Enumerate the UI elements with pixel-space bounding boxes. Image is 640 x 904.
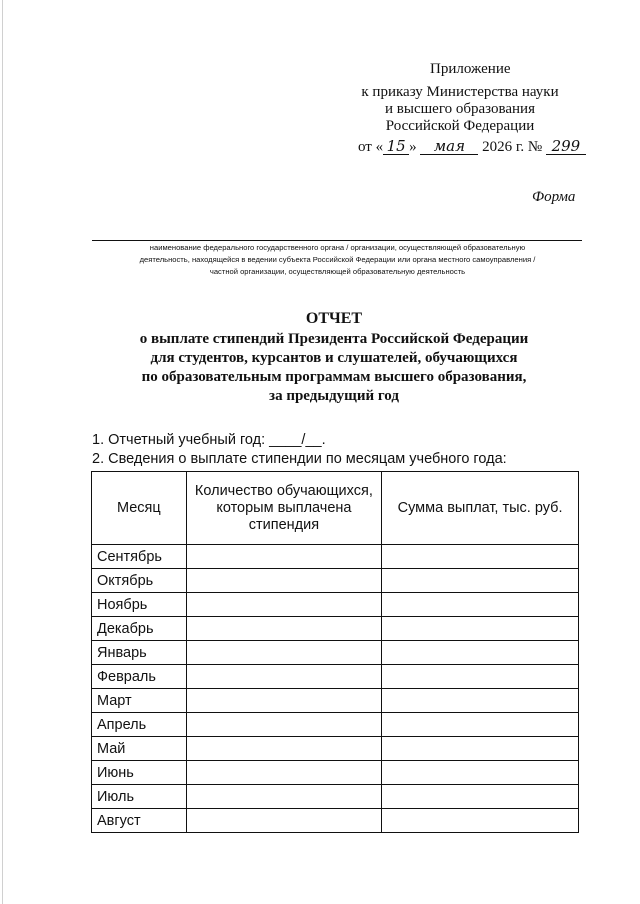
header-month: Месяц xyxy=(92,472,187,545)
org-name-caption xyxy=(95,242,580,278)
header-payment-sum: Сумма выплат, тыс. руб. xyxy=(382,472,579,545)
order-mid: » xyxy=(409,139,417,155)
org-caption-line: наименование федерального государственного органа / организации, осуществляющей образовательную xyxy=(149,243,526,252)
org-caption-line: частной организации, осуществляющей образовательную деятельность xyxy=(209,267,466,276)
report-subtitle-line: по образовательным программам высшего образования, xyxy=(141,369,527,385)
month-cell: Декабрь xyxy=(92,617,187,641)
order-day-handwritten: 15 xyxy=(383,138,409,155)
appendix-reference xyxy=(340,84,580,135)
table-header-row xyxy=(92,472,579,545)
table-row xyxy=(92,569,579,593)
sum-cell[interactable] xyxy=(382,545,579,569)
appendix-title: Приложение xyxy=(430,61,511,77)
month-cell: Февраль xyxy=(92,665,187,689)
table-row xyxy=(92,713,579,737)
table-row xyxy=(92,689,579,713)
count-cell[interactable] xyxy=(186,617,382,641)
payments-table xyxy=(91,471,579,833)
appendix-line: и высшего образования xyxy=(385,101,535,117)
report-subtitle-line: для студентов, курсантов и слушателей, обучающихся xyxy=(150,350,518,366)
count-cell[interactable] xyxy=(186,593,382,617)
sum-cell[interactable] xyxy=(382,737,579,761)
table-row xyxy=(92,593,579,617)
item-academic-year: 1. Отчетный учебный год: ____/__. xyxy=(92,432,326,448)
order-date-line xyxy=(358,138,586,156)
count-cell[interactable] xyxy=(186,785,382,809)
table-row xyxy=(92,737,579,761)
sum-cell[interactable] xyxy=(382,713,579,737)
table-row xyxy=(92,785,579,809)
header-count-line: которым выплачена xyxy=(216,499,352,516)
header-count-line: стипендия xyxy=(248,516,320,533)
table-row xyxy=(92,545,579,569)
month-cell: Сентябрь xyxy=(92,545,187,569)
table-row xyxy=(92,617,579,641)
count-cell[interactable] xyxy=(186,713,382,737)
count-cell[interactable] xyxy=(186,737,382,761)
order-number-handwritten: 299 xyxy=(546,138,586,155)
report-heading xyxy=(80,309,588,406)
header-student-count xyxy=(186,472,382,545)
sum-cell[interactable] xyxy=(382,785,579,809)
appendix-line: к приказу Министерства науки xyxy=(361,84,559,100)
header-count-line: Количество обучающихся, xyxy=(194,482,373,499)
report-subtitle-line: за предыдущий год xyxy=(269,388,399,404)
count-cell[interactable] xyxy=(186,665,382,689)
order-prefix: от « xyxy=(358,139,384,155)
month-cell: Март xyxy=(92,689,187,713)
sum-cell[interactable] xyxy=(382,641,579,665)
table-row xyxy=(92,665,579,689)
count-cell[interactable] xyxy=(186,545,382,569)
org-caption-line: деятельность, находящейся в ведении субъекта Российской Федерации или органа местного самоуправления / xyxy=(139,255,536,264)
count-cell[interactable] xyxy=(186,689,382,713)
org-name-blank-line xyxy=(92,240,582,241)
month-cell: Ноябрь xyxy=(92,593,187,617)
month-cell: Май xyxy=(92,737,187,761)
month-cell: Апрель xyxy=(92,713,187,737)
table-row xyxy=(92,641,579,665)
count-cell[interactable] xyxy=(186,569,382,593)
sum-cell[interactable] xyxy=(382,689,579,713)
count-cell[interactable] xyxy=(186,641,382,665)
month-cell: Октябрь xyxy=(92,569,187,593)
report-title: ОТЧЕТ xyxy=(305,310,363,327)
table-row xyxy=(92,809,579,833)
month-cell: Июнь xyxy=(92,761,187,785)
month-cell: Июль xyxy=(92,785,187,809)
report-subtitle-line: о выплате стипендий Президента Российской Федерации xyxy=(139,331,529,347)
month-cell: Август xyxy=(92,809,187,833)
appendix-line: Российской Федерации xyxy=(385,118,535,134)
count-cell[interactable] xyxy=(186,809,382,833)
sum-cell[interactable] xyxy=(382,569,579,593)
scan-edge-line xyxy=(2,0,3,904)
table-row xyxy=(92,761,579,785)
sum-cell[interactable] xyxy=(382,809,579,833)
order-month-handwritten: мая xyxy=(420,138,478,155)
order-year-text: 2026 г. № xyxy=(482,139,543,155)
form-label: Форма xyxy=(532,189,576,205)
month-cell: Январь xyxy=(92,641,187,665)
count-cell[interactable] xyxy=(186,761,382,785)
sum-cell[interactable] xyxy=(382,761,579,785)
item-payments-intro: 2. Сведения о выплате стипендии по месяцам учебного года: xyxy=(92,451,507,467)
sum-cell[interactable] xyxy=(382,593,579,617)
sum-cell[interactable] xyxy=(382,665,579,689)
sum-cell[interactable] xyxy=(382,617,579,641)
